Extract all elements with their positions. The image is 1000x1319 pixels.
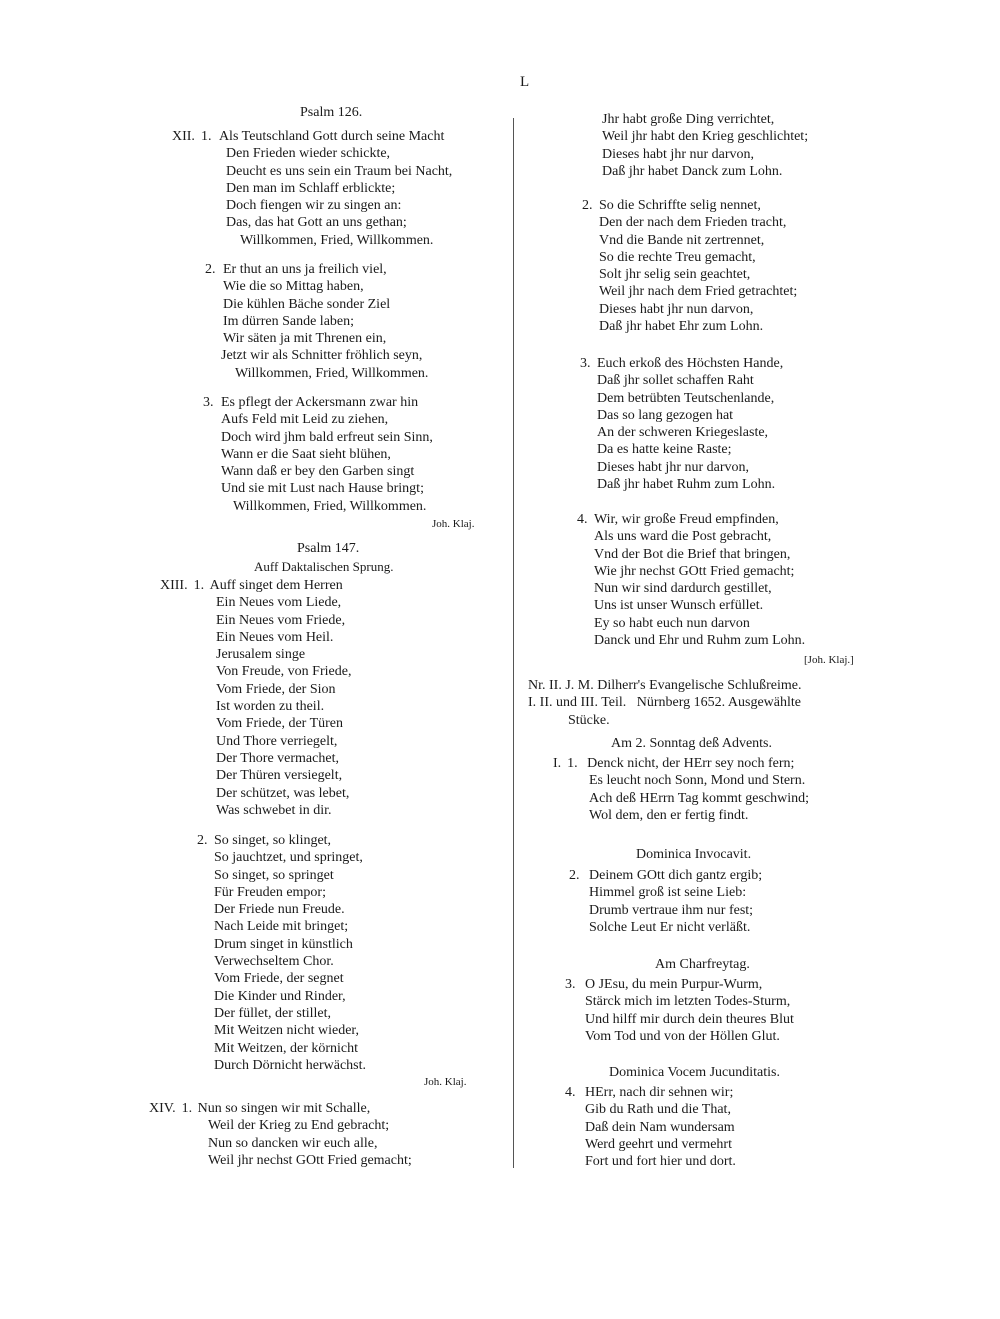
refrain-line: Willkommen, Fried, Willkommen.: [233, 498, 427, 514]
verse-line: Vom Friede, der segnet: [214, 971, 344, 987]
verse-line: Daß dein Nam wundersam: [585, 1119, 735, 1135]
verse-line: Ein Neues vom Liede,: [216, 595, 342, 611]
verse-line: Der Friede nun Freude.: [214, 902, 345, 918]
verse-line: XIV. 1. Nun so singen wir mit Schalle,: [149, 1101, 371, 1116]
stanza-number: 4.: [577, 512, 588, 527]
verse-line: Fort und fort hier und dort.: [585, 1154, 736, 1170]
verse-line: Und sie mit Lust nach Hause bringt;: [221, 481, 424, 497]
refrain-line: Willkommen, Fried, Willkommen.: [235, 365, 429, 381]
verse-line: Da es hatte keine Raste;: [597, 442, 732, 458]
psalm147-attribution: Joh. Klaj.: [424, 1076, 467, 1088]
verse-line: Das so lang gezogen hat: [597, 407, 734, 423]
xiv-stanza-2: [582, 197, 797, 335]
verse-line: 2. So singet, so klinget,: [197, 833, 332, 848]
verse-line: Nun wir sind dardurch gestillet,: [594, 581, 772, 597]
advent-stanza: [553, 755, 809, 824]
verse-line: Nun so dancken wir euch alle,: [208, 1135, 378, 1151]
verse-line: Vnd der Bot die Brief that bringen,: [594, 546, 791, 562]
verse-line: Dieses habt jhr nur darvon,: [597, 459, 750, 475]
verse-line: Die kühlen Bäche sonder Ziel: [223, 296, 391, 312]
verse-line: Das, das hat Gott an uns gethan;: [226, 215, 407, 231]
verse-line: Durch Dörnicht herwächst.: [214, 1057, 367, 1073]
verse-line: Wie jhr nechst GOtt Fried gemacht;: [594, 563, 795, 579]
verse-line: Den Frieden wieder schickte,: [226, 146, 391, 162]
advent-heading: Am 2. Sonntag deß Advents.: [611, 736, 772, 751]
verse-line: Vnd die Bande nit zertrennet,: [599, 232, 765, 248]
verse-line: Aufs Feld mit Leid zu ziehen,: [221, 412, 389, 428]
verse-line: Werd geehrt und vermehrt: [585, 1136, 732, 1152]
verse-line: Stärck mich im letzten Todes-Sturm,: [585, 994, 791, 1010]
verse-line: 2. So die Schriffte selig nennet,: [582, 198, 761, 213]
stanza-number: 1.: [567, 756, 578, 771]
verse-line: Weil jhr nechst GOtt Fried gemacht;: [208, 1152, 412, 1168]
stanza-number: 3.: [203, 395, 214, 410]
verse-line: Doch wird jhm bald erfreut sein Sinn,: [221, 429, 433, 445]
verse-line: Den der nach dem Frieden tracht,: [599, 215, 787, 231]
stanza-number: 3.: [580, 356, 591, 371]
stanza-number: 1.: [200, 129, 212, 144]
psalm147-heading: Psalm 147.: [297, 541, 360, 556]
verse-line: Der füllet, der stillet,: [214, 1005, 332, 1021]
jucunditatis-heading: Dominica Vocem Jucunditatis.: [609, 1065, 780, 1080]
verse-line: Daß jhr habet Danck zum Lohn.: [602, 163, 783, 179]
page-number: L: [520, 74, 530, 90]
verse-line: Weil der Krieg zu End gebracht;: [208, 1118, 390, 1134]
verse-line: 4. HErr, nach dir sehnen wir;: [565, 1085, 734, 1100]
verse-line: Ey so habt euch nun darvon: [594, 615, 750, 631]
invocavit-stanza: [569, 867, 762, 936]
verse-line: Den man im Schlaff erblickte;: [226, 180, 396, 196]
refrain-line: Willkommen, Fried, Willkommen.: [240, 232, 434, 248]
verse-line: Solche Leut Er nicht verläßt.: [589, 919, 751, 935]
verse-line: Wann er die Saat sieht blühen,: [221, 446, 391, 462]
verse-line: Wann daß er bey den Garben singt: [221, 464, 415, 480]
psalm126-stanza-3: [203, 394, 433, 515]
stanza-number: 1.: [193, 578, 205, 593]
section-label: XIII.: [160, 578, 188, 593]
psalm126-heading: Psalm 126.: [300, 105, 363, 120]
verse-line: Danck und Ehr und Ruhm zum Lohn.: [594, 633, 806, 649]
verse-line: 3. O JEsu, du mein Purpur-Wurm,: [565, 977, 763, 992]
verse-line: Weil jhr nach dem Fried getrachtet;: [599, 284, 798, 300]
section-title: Nr. II. J. M. Dilherr's Evangelische Schlußreime.: [528, 678, 802, 693]
verse-line: Mit Weitzen nicht wieder,: [214, 1023, 360, 1039]
psalm126-stanza-2: [205, 261, 428, 382]
verse-line: So singet, so springet: [214, 867, 334, 883]
verse-line: Daß jhr sollet schaffen Raht: [597, 373, 754, 389]
psalm126-stanza-1: [172, 128, 452, 249]
section-subtitle: I. II. und III. Teil. Nürnberg 1652. Ausgewählte: [528, 695, 801, 711]
charfreytag-stanza: [565, 976, 794, 1045]
verse-line: Was schwebet in dir.: [216, 802, 332, 818]
verse-line: An der schweren Kriegeslaste,: [597, 425, 769, 441]
psalm126-attribution: Joh. Klaj.: [432, 518, 475, 530]
verse-line: Für Freuden empor;: [214, 884, 326, 900]
verse-line: 4. Wir, wir große Freud empfinden,: [577, 512, 779, 527]
verse-line: Jetzt wir als Schnitter fröhlich seyn,: [221, 348, 423, 364]
verse-line: Gib du Rath und die That,: [585, 1102, 731, 1118]
stanza-number: 2.: [197, 833, 208, 848]
verse-line: Ein Neues vom Friede,: [216, 612, 346, 628]
verse-line: XII. 1. Als Teutschland Gott durch seine Macht: [172, 129, 445, 144]
verse-line: Dieses habt jhr nur darvon,: [602, 146, 755, 162]
section-label: XII.: [172, 129, 195, 144]
verse-line: XIII. 1. Auff singet dem Herren: [160, 578, 343, 593]
xiv-stanza-4: [577, 511, 805, 649]
stanza-number: 2.: [569, 868, 580, 883]
verse-line: Doch fiengen wir zu singen an:: [226, 198, 402, 214]
verse-line: Himmel groß ist seine Lieb:: [589, 885, 747, 901]
stanza-number: 4.: [565, 1085, 576, 1100]
verse-line: Verwechseltem Chor.: [214, 954, 334, 970]
verse-line: Nach Leide mit bringet;: [214, 919, 349, 935]
section-label: XIV.: [149, 1101, 176, 1116]
verse-line: Dem betrübten Teutschenlande,: [597, 390, 775, 406]
stanza-number: 2.: [582, 198, 593, 213]
verse-line: Wie die so Mittag haben,: [223, 279, 364, 295]
verse-line: So die rechte Treu gemacht,: [599, 249, 756, 265]
section-label: I.: [553, 756, 562, 771]
verse-line: Daß jhr habet Ruhm zum Lohn.: [597, 477, 776, 493]
verse-line: Vom Friede, der Sion: [216, 681, 336, 697]
invocavit-heading: Dominica Invocavit.: [636, 847, 752, 862]
verse-line: I. 1. Denck nicht, der HErr sey noch fern;: [553, 756, 795, 771]
verse-line: Vom Friede, der Türen: [216, 716, 344, 732]
verse-line: Und Thore verriegelt,: [216, 733, 338, 749]
verse-line: Jerusalem singe: [216, 647, 306, 663]
psalm147-subheading: Auff Daktalischen Sprung.: [254, 559, 394, 574]
verse-line: 3. Euch erkoß des Höchsten Hande,: [580, 356, 784, 371]
stanza-number: 2.: [205, 262, 216, 277]
verse-line: Weil jhr habt den Krieg geschlichtet;: [602, 129, 809, 145]
verse-line: 2. Er thut an uns ja freilich viel,: [205, 262, 387, 277]
verse-line: Jhr habt große Ding verrichtet,: [602, 112, 775, 127]
verse-line: Im dürren Sande laben;: [223, 313, 355, 329]
verse-line: Deucht es uns sein ein Traum bei Nacht,: [226, 163, 453, 179]
verse-line: Als uns ward die Post gebracht,: [594, 529, 772, 545]
verse-line: Der Thüren versiegelt,: [216, 768, 343, 784]
verse-line: 2. Deinem GOtt dich gantz ergib;: [569, 868, 763, 883]
xiv-continuation: [602, 111, 808, 180]
jucunditatis-stanza: [565, 1084, 736, 1170]
section-header: [528, 677, 802, 729]
xiv-attribution: [Joh. Klaj.]: [804, 654, 854, 666]
verse-line: Daß jhr habet Ehr zum Lohn.: [599, 319, 764, 335]
verse-line: Uns ist unser Wunsch erfüllet.: [594, 598, 764, 614]
verse-line: Wir säten ja mit Threnen ein,: [223, 331, 387, 347]
stanza-number: 1.: [181, 1101, 193, 1116]
verse-line: Mit Weitzen, der körnicht: [214, 1040, 359, 1056]
verse-line: Ach deß HErrn Tag kommt geschwind;: [589, 790, 809, 806]
verse-line: Die Kinder und Rinder,: [214, 988, 346, 1004]
verse-line: Der Thore vermachet,: [216, 750, 339, 766]
verse-line: 3. Es pflegt der Ackersmann zwar hin: [203, 395, 419, 410]
verse-line: Von Freude, von Friede,: [216, 664, 352, 680]
verse-line: Der schützet, was lebet,: [216, 785, 350, 801]
section-subtitle-cont: Stücke.: [568, 712, 610, 728]
charfreytag-heading: Am Charfreytag.: [655, 957, 750, 972]
verse-line: Ist worden zu theil.: [216, 699, 325, 715]
verse-line: Ein Neues vom Heil.: [216, 629, 334, 645]
verse-line: Drumb vertraue ihm nur fest;: [589, 902, 754, 918]
verse-line: Wol dem, den er fertig findt.: [589, 807, 749, 823]
verse-line: Es leucht noch Sonn, Mond und Stern.: [589, 773, 806, 789]
stanza-number: 3.: [565, 977, 576, 992]
verse-line: Drum singet in künstlich: [214, 936, 353, 952]
psalm147-stanza-2: [197, 832, 366, 1074]
verse-line: Solt jhr selig sein geachtet,: [599, 267, 751, 283]
verse-line: So jauchtzet, und springet,: [214, 850, 363, 866]
xiv-stanza-1: [149, 1100, 412, 1169]
xiv-stanza-3: [580, 355, 783, 493]
verse-line: Vom Tod und von der Höllen Glut.: [585, 1028, 780, 1044]
psalm147-stanza-1: [160, 577, 351, 819]
column-divider: [513, 118, 514, 1168]
verse-line: Dieses habt jhr nun darvon,: [599, 301, 754, 317]
verse-line: Und hilff mir durch dein theures Blut: [585, 1011, 794, 1027]
